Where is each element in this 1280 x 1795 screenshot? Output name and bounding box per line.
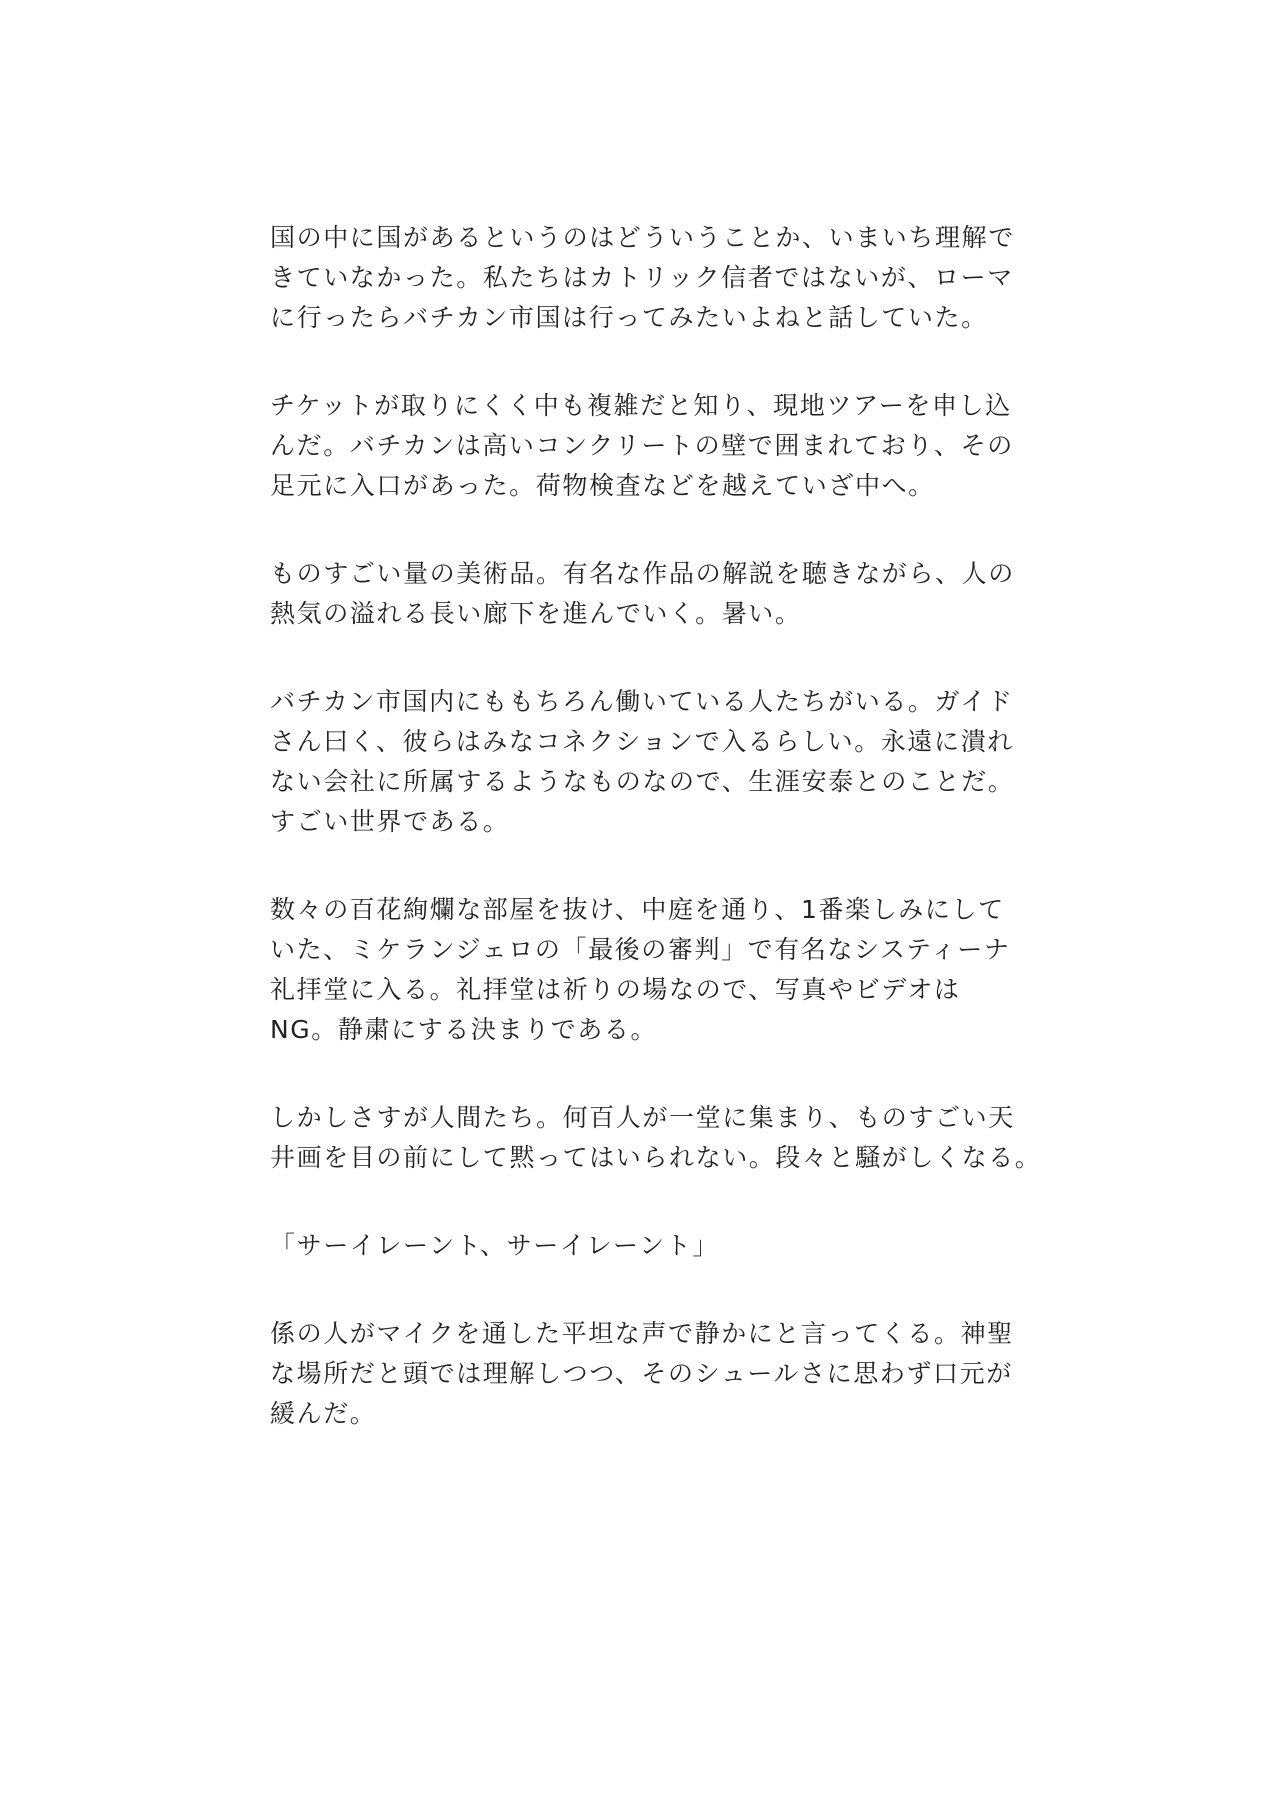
text-line: 緩んだ。: [270, 1399, 377, 1428]
paragraph-1: [270, 218, 1030, 338]
text-line: しかしさすが人間たち。何百人が一堂に集まり、ものすごい天: [270, 1103, 1015, 1132]
paragraph-2: [270, 386, 1030, 506]
text-line: 足元に入口があった。荷物検査などを越えていざ中へ。: [270, 471, 935, 500]
text-line: さん曰く、彼らはみなコネクションで入るらしい。永遠に潰れ: [270, 727, 1014, 756]
text-line: きていなかった。私たちはカトリック信者ではないが、ローマ: [270, 263, 1014, 292]
text-line: 係の人がマイクを通した平坦な声で静かにと言ってくる。神聖: [270, 1319, 1014, 1348]
text-line: チケットが取りにくく中も複雑だと知り、現地ツアーを申し込: [270, 391, 1012, 420]
text-line: すごい世界である。: [270, 807, 510, 836]
text-line: 礼拝堂に入る。礼拝堂は祈りの場なので、写真やビデオは: [270, 975, 961, 1004]
text-line: ない会社に所属するようなものなので、生涯安泰とのことだ。: [270, 767, 1015, 796]
text-line: に行ったらバチカン市国は行ってみたいよねと話していた。: [270, 303, 988, 332]
text-line: NG。静粛にする決まりである。: [270, 1015, 658, 1044]
body-text: [270, 218, 1042, 1482]
text-line: 数々の百花絢爛な部屋を抜け、中庭を通り、1番楽しみにして: [270, 895, 1005, 924]
text-line: んだ。バチカンは高いコンクリートの壁で囲まれており、その: [270, 431, 1014, 460]
text-line: 国の中に国があるというのはどういうことか、いまいち理解で: [270, 223, 1015, 252]
text-line: な場所だと頭では理解しつつ、そのシュールさに思わず口元が: [270, 1359, 1013, 1388]
paragraph-5: [270, 890, 1030, 1050]
paragraph-6: [270, 1098, 1042, 1178]
text-line: 熱気の溢れる長い廊下を進んでいく。暑い。: [270, 599, 802, 628]
text-line: ものすごい量の美術品。有名な作品の解説を聴きながら、人の: [270, 559, 1015, 588]
text-line: いた、ミケランジェロの「最後の審判」で有名なシスティーナ: [270, 935, 1011, 964]
text-line: 井画を目の前にして黙ってはいられない。段々と騒がしくなる。: [270, 1143, 1042, 1172]
paragraph-4: [270, 682, 1030, 842]
paragraph-7: [270, 1226, 1030, 1266]
paragraph-8: [270, 1314, 1030, 1434]
text-line: バチカン市国内にももちろん働いている人たちがいる。ガイド: [270, 687, 1014, 716]
text-line: 「サーイレーント、サーイレーント」: [270, 1231, 719, 1260]
paragraph-3: [270, 554, 1030, 634]
